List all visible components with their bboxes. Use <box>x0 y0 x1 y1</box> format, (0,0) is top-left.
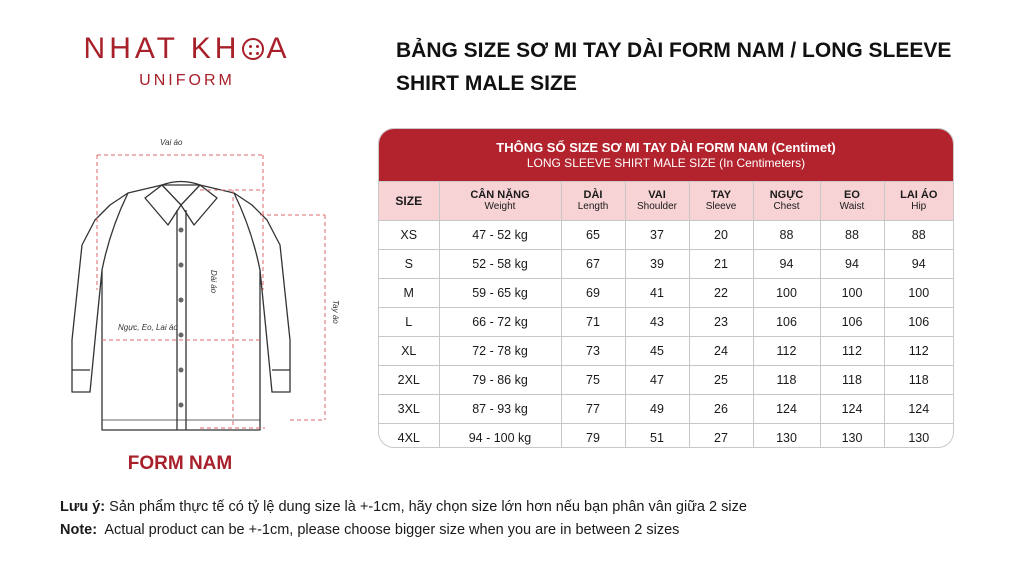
cell-length: 73 <box>561 337 625 366</box>
size-table <box>379 181 953 448</box>
cell-sleeve: 25 <box>689 366 753 395</box>
shirt-diagram <box>50 130 370 450</box>
cell-sleeve: 21 <box>689 250 753 279</box>
shoulder-measure-label: Vai áo <box>160 138 183 147</box>
chest-measure-label: Ngực, Eo, Lai áo <box>118 323 178 332</box>
cell-length: 65 <box>561 221 625 250</box>
cell-size: M <box>379 279 439 308</box>
cell-shoulder: 39 <box>625 250 689 279</box>
table-row <box>379 279 953 308</box>
cell-sleeve: 24 <box>689 337 753 366</box>
table-row <box>379 221 953 250</box>
column-header-chest: NGỰC Chest <box>753 182 820 221</box>
cell-length: 67 <box>561 250 625 279</box>
column-header-shoulder: VAI Shoulder <box>625 182 689 221</box>
cell-size: L <box>379 308 439 337</box>
cell-weight: 79 - 86 kg <box>439 366 561 395</box>
cell-waist: 100 <box>820 279 884 308</box>
cell-waist: 106 <box>820 308 884 337</box>
column-header-length: DÀI Length <box>561 182 625 221</box>
cell-length: 75 <box>561 366 625 395</box>
cell-chest: 112 <box>753 337 820 366</box>
cell-size: 4XL <box>379 424 439 449</box>
button-icon <box>242 38 264 60</box>
table-row <box>379 395 953 424</box>
size-table-header <box>379 129 953 181</box>
column-header-hip: LAI ÁO Hip <box>884 182 953 221</box>
column-header-weight: CÂN NẶNG Weight <box>439 182 561 221</box>
cell-shoulder: 51 <box>625 424 689 449</box>
note-en-label: Note: <box>60 522 98 538</box>
brand-name-part2: A <box>266 32 291 65</box>
cell-weight: 94 - 100 kg <box>439 424 561 449</box>
cell-chest: 118 <box>753 366 820 395</box>
size-table-title-vi: THÔNG SỐ SIZE SƠ MI TAY DÀI FORM NAM (Centimet) <box>496 140 836 155</box>
cell-shoulder: 45 <box>625 337 689 366</box>
cell-chest: 124 <box>753 395 820 424</box>
length-measure-label: Dài áo <box>209 270 218 294</box>
cell-hip: 106 <box>884 308 953 337</box>
note-vi-text: Sản phẩm thực tế có tỷ lệ dung size là +-1cm, hãy chọn size lớn hơn nếu bạn phân vân giữa 2 size <box>105 499 747 515</box>
form-label: FORM NAM <box>127 453 233 474</box>
cell-size: S <box>379 250 439 279</box>
column-header-size: SIZE <box>379 182 439 221</box>
cell-weight: 66 - 72 kg <box>439 308 561 337</box>
cell-size: XS <box>379 221 439 250</box>
cell-size: 2XL <box>379 366 439 395</box>
cell-shoulder: 49 <box>625 395 689 424</box>
cell-sleeve: 22 <box>689 279 753 308</box>
cell-waist: 124 <box>820 395 884 424</box>
cell-hip: 100 <box>884 279 953 308</box>
cell-shoulder: 41 <box>625 279 689 308</box>
cell-size: XL <box>379 337 439 366</box>
cell-length: 79 <box>561 424 625 449</box>
cell-weight: 47 - 52 kg <box>439 221 561 250</box>
sleeve-measure-label: Tay áo <box>331 300 340 324</box>
cell-shoulder: 47 <box>625 366 689 395</box>
cell-shoulder: 37 <box>625 221 689 250</box>
cell-waist: 94 <box>820 250 884 279</box>
note-english <box>60 519 1020 541</box>
cell-hip: 94 <box>884 250 953 279</box>
cell-sleeve: 27 <box>689 424 753 449</box>
cell-chest: 94 <box>753 250 820 279</box>
cell-waist: 118 <box>820 366 884 395</box>
cell-waist: 112 <box>820 337 884 366</box>
table-row <box>379 337 953 366</box>
size-table-card <box>378 128 954 448</box>
cell-weight: 72 - 78 kg <box>439 337 561 366</box>
cell-weight: 52 - 58 kg <box>439 250 561 279</box>
cell-sleeve: 26 <box>689 395 753 424</box>
cell-chest: 106 <box>753 308 820 337</box>
cell-hip: 118 <box>884 366 953 395</box>
brand-logo <box>62 32 312 90</box>
cell-length: 71 <box>561 308 625 337</box>
brand-name-part1: NHAT KH <box>83 32 241 65</box>
cell-waist: 88 <box>820 221 884 250</box>
cell-chest: 88 <box>753 221 820 250</box>
cell-weight: 59 - 65 kg <box>439 279 561 308</box>
note-vietnamese <box>60 496 1020 518</box>
brand-subtitle: UNIFORM <box>139 72 235 89</box>
brand-name <box>62 32 312 66</box>
cell-sleeve: 20 <box>689 221 753 250</box>
table-row <box>379 250 953 279</box>
note-en-text: Actual product can be +-1cm, please choose bigger size when you are in between 2 sizes <box>97 522 680 538</box>
cell-shoulder: 43 <box>625 308 689 337</box>
cell-weight: 87 - 93 kg <box>439 395 561 424</box>
cell-length: 69 <box>561 279 625 308</box>
table-row <box>379 366 953 395</box>
cell-hip: 88 <box>884 221 953 250</box>
cell-hip: 124 <box>884 395 953 424</box>
size-table-title-en: LONG SLEEVE SHIRT MALE SIZE (In Centimeters) <box>526 156 806 170</box>
table-row <box>379 424 953 449</box>
cell-hip: 130 <box>884 424 953 449</box>
cell-hip: 112 <box>884 337 953 366</box>
table-row <box>379 308 953 337</box>
cell-size: 3XL <box>379 395 439 424</box>
page-title: BẢNG SIZE SƠ MI TAY DÀI FORM NAM / LONG SLEEVE SHIRT MALE SIZE <box>396 39 952 95</box>
column-header-waist: EO Waist <box>820 182 884 221</box>
column-header-sleeve: TAY Sleeve <box>689 182 753 221</box>
cell-sleeve: 23 <box>689 308 753 337</box>
note-vi-label: Lưu ý: <box>60 499 106 515</box>
size-table-header-row <box>379 182 953 221</box>
cell-length: 77 <box>561 395 625 424</box>
cell-waist: 130 <box>820 424 884 449</box>
cell-chest: 100 <box>753 279 820 308</box>
cell-chest: 130 <box>753 424 820 449</box>
